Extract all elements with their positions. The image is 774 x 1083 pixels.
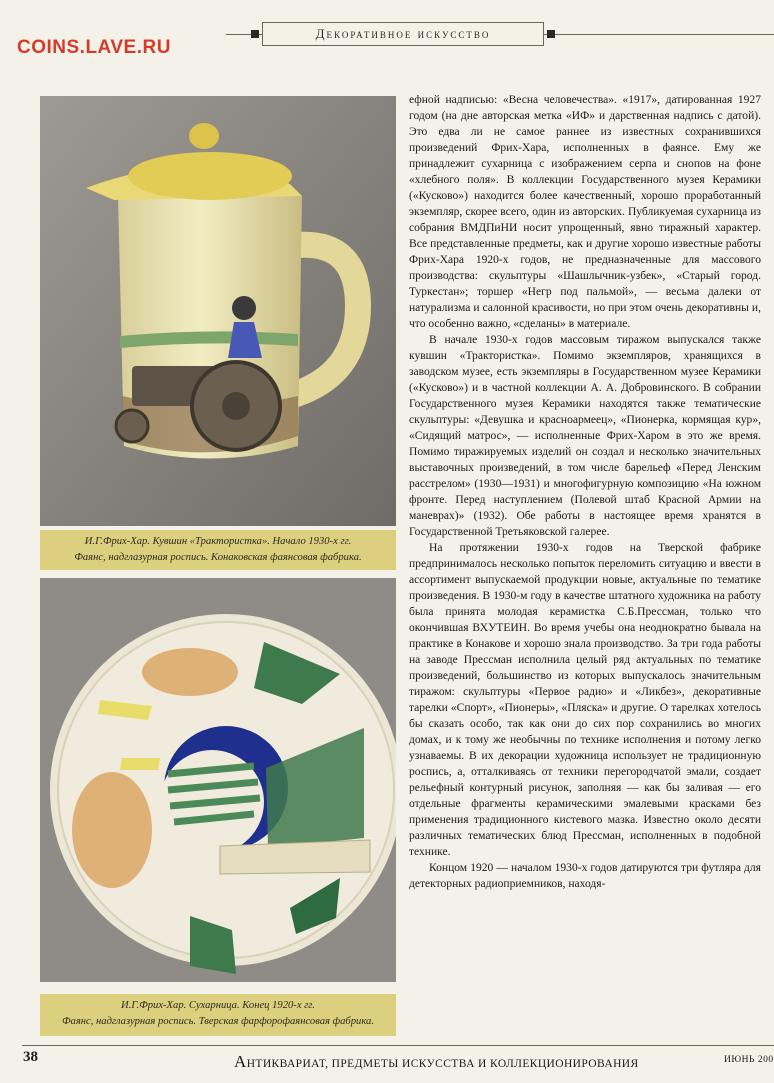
article-paragraph: В начале 1930-х годов массовым тиражом выпускался также кувшин «Трактористка». Помимо экземпляров, хранящихся в заводском музее, есть экземпляры в Государственном музее Керамики («Кусково») и в частной коллекции А. А. Добровинского. В собрании Государственного музея Керамики находятся также тематические скульптуры: «Девушка и красноармеец», «Пионерка, кормящая кур», «Сидящий матрос», — исполненные Фрих-Харом в это же время. Помимо тиражируемых изделий он создал и несколько значительных выставочных произведений, в том числе барельеф «Перед Ленским расстрелом» (1930—1931) и многофигурную композицию «На южном фронте. Перед наступлением (Полевой штаб Красной Армии на маневрах)» (1932). Обе работы в настоящее время хранятся в Государственной Третьяковской галерее.: [409, 334, 761, 538]
jug-caption-line2: Фаянс, надглазурная роспись. Конаковская фаянсовая фабрика.: [74, 552, 362, 563]
article-paragraph: Концом 1920 — началом 1930-х годов датируются три футляра для детекторных радиоприемников, находя-: [409, 862, 761, 890]
jug-caption-line1: И.Г.Фрих-Хар. Кувшин «Трактористка». Начало 1930-х гг.: [84, 536, 352, 547]
plate-photo: [40, 578, 396, 982]
footer-rule: [22, 1045, 774, 1046]
page-number: 38: [23, 1049, 38, 1065]
issue-date: ИЮНЬ 200: [724, 1055, 774, 1065]
plate-caption-line2: Фаянс, надглазурная роспись. Тверская фарфорофаянсовая фабрика.: [62, 1016, 374, 1027]
jug-photo: [40, 96, 396, 526]
plate-caption: [40, 994, 396, 1036]
section-label: Декоративное искусство: [262, 22, 544, 46]
watermark: COINS.LAVE.RU: [17, 37, 171, 58]
jug-illustration: [40, 96, 396, 526]
plate-caption-line1: И.Г.Фрих-Хар. Сухарница. Конец 1920-х гг.: [121, 1000, 315, 1011]
article-paragraph: ефной надписью: «Весна человечества». «1917», датированная 1927 годом (на дне авторская метка «ИФ» и дарственная надпись с датой). Это едва ли не самое раннее из известных сохранившихся произведений Фрих-Хара, исполненных в фаянсе. Ему же принадлежит сухарница с изображением серпа и снопов на фоне «хлебного поля». В коллекции Государственного музея Керамики («Кусково») находится более качественный, хорошо проработанный экземпляр, скорее всего, один из авторских. Публикуемая сухарница из собрания ВМДПиНИ носит упрощенный, явно тиражный характер. Все представленные предметы, как и другие хорошо известные работы Фрих-Хара 1920-х годов, не предназначенные для массового производства: скульптуры «Шашлычник-узбек», «Старый город. Туркестан»; торшер «Негр под пальмой», — весьма далеки от натурализма и салонной красивости, но при этом очень декоративны и, что особенно важно, «сделаны» в материале.: [409, 94, 761, 330]
plate-illustration: [40, 578, 396, 982]
jug-caption: [40, 530, 396, 570]
article-paragraph: На протяжении 1930-х годов на Тверской фабрике предпринималось несколько попыток переломить ситуацию и ввести в ассортимент выпускаемой продукции новые, актуальные по тематике произведения. В 1930-м году в качестве штатного художника на работу была принята молодая керамистка С.Б.Прессман, только что окончившая ВХУТЕИН. Во время учебы она неоднократно бывала на практике в Конакове и хорошо знала производство. За три года работы на заводе Прессман исполнила целый ряд актуальных по тематике произведений, большинство из которых выпускалось значительным тиражом: скульптуры «Первое радио» и «Ликбез», декоративные тарелки «Спорт», «Пионеры», «Пляска» и другие. О тарелках хотелось бы сказать особо, так как они до сих пор сохранились во многих домах, и к тому же необычны по технике исполнения и потому легко узнаваемы. В их декорации художница использует не традиционную роспись, а, отталкиваясь от техники перегородчатой эмали, создает рельефный контурный рисунок, заполняя — как бы заливая — его отдельные фрагменты керамическими эмалевыми красками без применения традиционного кистевого мазка. Известно около десяти различных тематических блюд Прессман, исполненных в подобной технике.: [409, 542, 761, 858]
magazine-title-rest: НТИКВАРИАТ, ПРЕДМЕТЫ ИСКУССТВА И КОЛЛЕКЦИОНИРОВАНИЯ: [246, 1058, 639, 1070]
magazine-title-initial: А: [234, 1052, 247, 1071]
magazine-title: [234, 1052, 639, 1072]
article-column: [409, 92, 761, 1037]
